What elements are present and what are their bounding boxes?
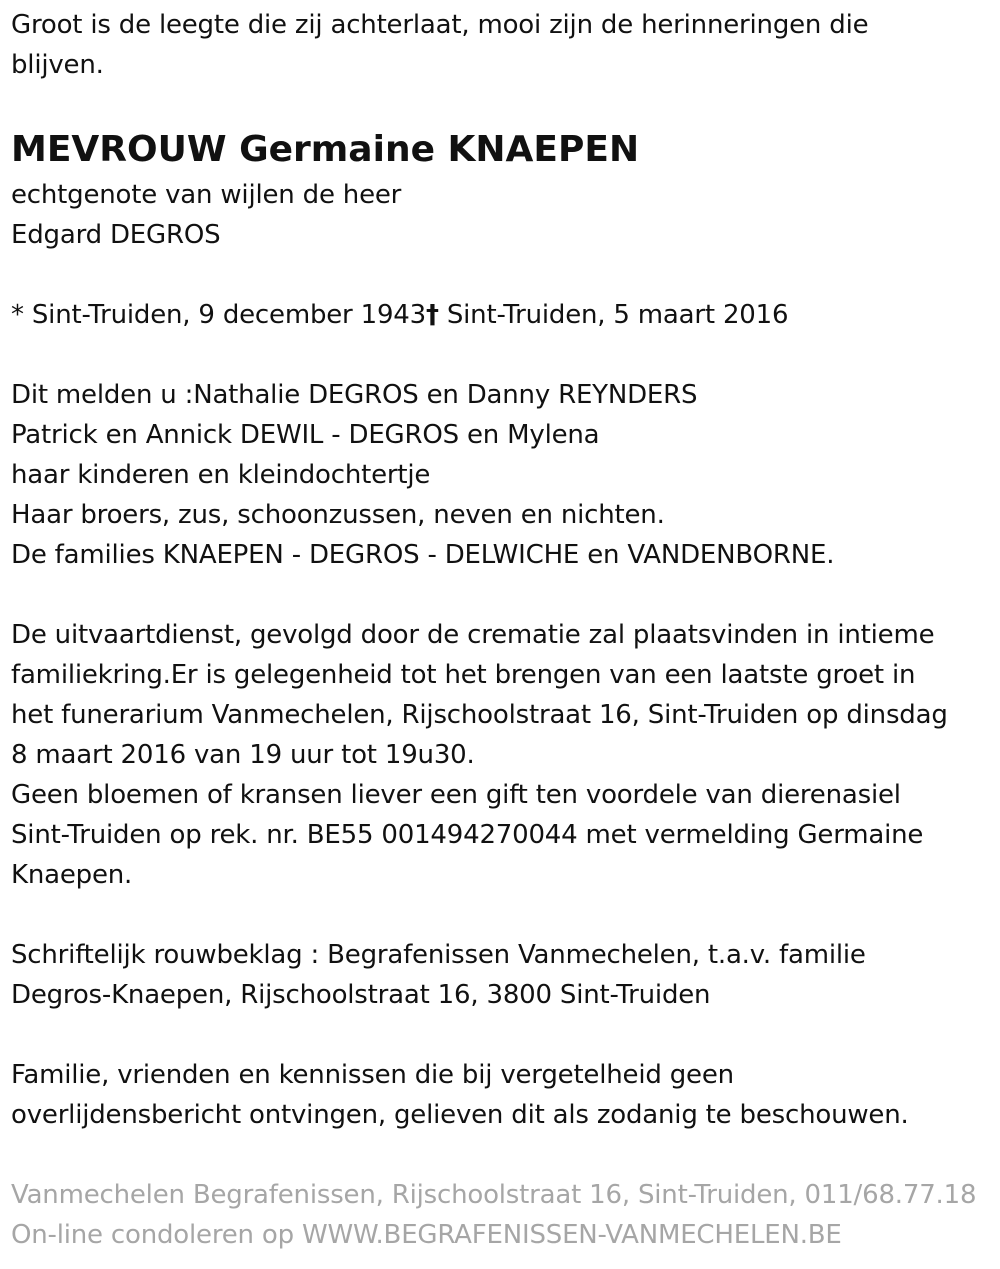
relation-line-2: Edgard DEGROS <box>11 220 221 250</box>
ceremony-line: het funerarium Vanmechelen, Rijschoolstraat 16, Sint-Truiden op dinsdag <box>11 700 948 730</box>
birth-date: * Sint-Truiden, 9 december 1943 <box>11 300 426 330</box>
ceremony-line: 8 maart 2016 van 19 uur tot 19u30. <box>11 740 475 770</box>
ceremony-line: Knaepen. <box>11 860 133 890</box>
relation-line-1: echtgenote van wijlen de heer <box>11 180 402 210</box>
cross-icon: † <box>425 300 439 330</box>
spacer <box>11 335 996 375</box>
ceremony-line: familiekring.Er is gelegenheid tot het brengen van een laatste groet in <box>11 660 916 690</box>
online-condolence-link[interactable]: On-line condoleren op WWW.BEGRAFENISSEN-VANMECHELEN.BE <box>11 1220 842 1250</box>
spacer <box>11 255 996 295</box>
intro-line-1: Groot is de leegte die zij achterlaat, mooi zijn de herinneringen die <box>11 10 869 40</box>
announcer-line: Haar broers, zus, schoonzussen, neven en nichten. <box>11 500 665 530</box>
closing-line: Familie, vrienden en kennissen die bij vergetelheid geen <box>11 1060 734 1090</box>
spacer <box>11 895 996 935</box>
closing-line: overlijdensbericht ontvingen, gelieven dit als zodanig te beschouwen. <box>11 1100 909 1130</box>
announcer-line: haar kinderen en kleindochtertje <box>11 460 431 490</box>
announcer-line: Dit melden u :Nathalie DEGROS en Danny REYNDERS <box>11 380 698 410</box>
ceremony-line: De uitvaartdienst, gevolgd door de crematie zal plaatsvinden in intieme <box>11 620 935 650</box>
intro-line-2: blijven. <box>11 50 104 80</box>
condolence-line: Degros-Knaepen, Rijschoolstraat 16, 3800 Sint-Truiden <box>11 980 711 1010</box>
obituary-notice <box>11 0 996 1255</box>
deceased-name: MEVROUW Germaine KNAEPEN <box>11 129 640 170</box>
ceremony-line: Geen bloemen of kransen liever een gift ten voordele van dierenasiel <box>11 780 901 810</box>
spacer <box>11 1135 996 1175</box>
condolence-line: Schriftelijk rouwbeklag : Begrafenissen Vanmechelen, t.a.v. familie <box>11 940 866 970</box>
spacer <box>11 1015 996 1055</box>
announcer-line: Patrick en Annick DEWIL - DEGROS en Mylena <box>11 420 600 450</box>
announcer-line: De families KNAEPEN - DEGROS - DELWICHE en VANDENBORNE. <box>11 540 835 570</box>
funeral-home-address: Vanmechelen Begrafenissen, Rijschoolstraat 16, Sint-Truiden, 011/68.77.18 <box>11 1180 977 1210</box>
death-date: Sint-Truiden, 5 maart 2016 <box>438 300 789 330</box>
spacer <box>11 575 996 615</box>
ceremony-line: Sint-Truiden op rek. nr. BE55 001494270044 met vermelding Germaine <box>11 820 924 850</box>
life-dates <box>11 295 996 335</box>
